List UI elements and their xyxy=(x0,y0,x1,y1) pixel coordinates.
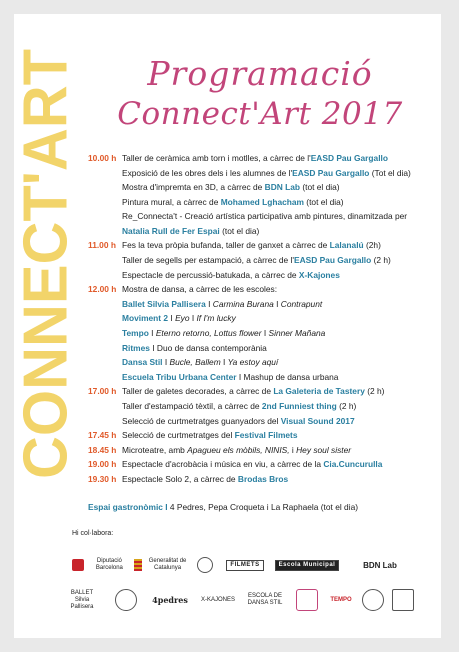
sponsor-logos xyxy=(64,554,434,646)
title-line-2: Connect'Art 2017 xyxy=(117,96,403,132)
schedule-text: Taller de segells per estampació, a càrrec de l' xyxy=(122,254,294,265)
schedule-description xyxy=(122,326,325,341)
collaborators-label: Hi col·labora: xyxy=(72,530,114,537)
schedule-time: 19.30 h xyxy=(88,473,117,484)
schedule-text: (2 h) xyxy=(336,400,357,411)
schedule-text: I xyxy=(273,298,281,309)
schedule-text: Sinner Mañana xyxy=(268,327,326,338)
schedule-time: 11.00 h xyxy=(88,240,116,251)
food-area-label: Espai gastronòmic I xyxy=(88,502,168,513)
schedule-text: (2 h) xyxy=(364,386,385,397)
circle-logo xyxy=(190,554,220,576)
schedule-text: Selecció de curtmetratges guanyadors del xyxy=(122,415,281,426)
schedule-time: 17.00 h xyxy=(88,386,117,397)
schedule-text: (tot el dia) xyxy=(303,196,344,207)
schedule-row xyxy=(88,355,433,370)
schedule-text: Taller de ceràmica amb torn i motlles, a càrrec de l' xyxy=(122,153,311,163)
schedule-row xyxy=(88,238,433,253)
schedule-row xyxy=(88,311,433,326)
logo-text: FILMETS xyxy=(226,560,263,571)
dancer-icon xyxy=(296,589,318,611)
escola-dansa-logo xyxy=(244,586,286,614)
schedule-time: 10.00 h xyxy=(88,153,117,163)
schedule-text: Eyo xyxy=(175,313,190,324)
schedule-row xyxy=(88,209,433,238)
schedule-text: Carmina Burana xyxy=(212,298,274,309)
schedule-row xyxy=(88,180,433,195)
performer-name: Escuela Tribu Urbana Center xyxy=(122,371,237,382)
schedule-text: If I'm lucky xyxy=(196,313,236,324)
food-area-text: 4 Pedres, Pepa Croqueta i La Raphaela (tot el dia) xyxy=(167,502,359,513)
logo-text: ESCOLA DE DANSA STIL xyxy=(247,593,283,606)
schedule-text: Mostra de dansa, a càrrec de les escoles: xyxy=(122,284,278,295)
schedule-time: 12.00 h xyxy=(88,284,117,295)
schedule-row xyxy=(88,341,433,356)
logo-text: Escola Municipal xyxy=(275,560,340,571)
schedule-description xyxy=(122,253,391,268)
schedule-text: Apagueu els mòbils, NINIS, xyxy=(187,444,290,455)
schedule-row xyxy=(88,253,433,268)
schedule-description xyxy=(122,166,411,181)
emblem-2-logo xyxy=(360,586,386,614)
bdnlab-logo xyxy=(350,554,410,576)
performer-name: Natalia Rull de Fer Espai xyxy=(122,225,220,236)
schedule-description xyxy=(122,297,322,312)
xkajones-logo xyxy=(198,586,238,614)
schedule-row xyxy=(88,166,433,181)
schedule-description xyxy=(122,195,344,210)
schedule-row xyxy=(88,282,433,297)
escola-municipal-logo xyxy=(274,554,340,576)
schedule-description xyxy=(122,384,384,399)
schedule-description xyxy=(122,370,338,385)
schedule-text: I xyxy=(162,357,170,368)
diputacio-logo xyxy=(72,554,132,576)
performer-name: Ballet Silvia Pallisera xyxy=(122,298,206,309)
schedule-description xyxy=(122,399,356,414)
schedule-row xyxy=(88,414,433,429)
schedule-time: 18.45 h xyxy=(88,444,117,455)
performer-name: Dansa Stil xyxy=(122,357,163,368)
logo-text: BALLET Silvia Pallisera xyxy=(70,589,94,610)
page-title xyxy=(90,54,430,134)
schedule-text: Ya estoy aquí xyxy=(227,357,279,368)
performer-name: EASD Pau Gargallo xyxy=(293,254,372,265)
schedule-description xyxy=(122,457,382,472)
schedule-row xyxy=(88,195,433,210)
schedule-description xyxy=(122,355,278,370)
schedule-text: Taller de galetes decorades, a càrrec de xyxy=(122,386,274,397)
logo-text: TEMPO xyxy=(330,596,352,603)
emblem-icon xyxy=(362,589,384,611)
title-line-1: Programació xyxy=(147,54,373,93)
performer-name: 2nd Funniest thing xyxy=(261,400,337,411)
schedule-description xyxy=(122,472,288,487)
schedule-text: (tot el dia) xyxy=(219,225,260,236)
schedule-description xyxy=(122,268,340,283)
schedule-text: I xyxy=(261,327,269,338)
performer-name: Visual Sound 2017 xyxy=(280,415,355,426)
schedule-description xyxy=(122,311,236,326)
emblem-1-logo xyxy=(112,586,140,614)
schedule-text: Re_Connecta't - Creació artística participativa amb pintures, dinamitzada per xyxy=(122,211,408,222)
performer-name: EASD Pau Gargallo xyxy=(310,153,388,163)
ballet-logo xyxy=(64,586,100,614)
schedule-text: Exposició de les obres dels i les alumnes de l' xyxy=(122,167,293,178)
schedule-text: Mostra d'impremta en 3D, a càrrec de xyxy=(122,182,265,193)
schedule-row xyxy=(88,151,433,166)
generalitat-logo xyxy=(134,554,190,576)
schedule-text: I xyxy=(168,313,176,324)
schedule-description xyxy=(122,341,267,356)
spacer xyxy=(88,486,433,500)
schedule-description xyxy=(122,151,388,166)
schedule-text: (2h) xyxy=(363,240,381,251)
schedule-text: I Duo de dansa contemporània xyxy=(149,342,267,353)
schedule-text: Taller d'estampació tèxtil, a càrrec de xyxy=(122,400,262,411)
schedule-text: (tot el dia) xyxy=(300,182,340,193)
performer-name: EASD Pau Gargallo xyxy=(292,167,370,178)
schedule-text: (2 h) xyxy=(371,254,391,265)
food-area-row xyxy=(88,500,433,515)
performer-name: Tempo xyxy=(122,327,149,338)
schedule-description xyxy=(122,238,381,253)
4pedres-logo xyxy=(150,586,190,614)
poster-sheet xyxy=(11,14,441,638)
dancer-logo xyxy=(294,586,320,614)
schedule-description xyxy=(122,209,427,238)
acrobat-logo xyxy=(392,586,414,614)
senyera-icon xyxy=(134,559,142,571)
acrobat-icon xyxy=(392,589,414,611)
schedule-row xyxy=(88,399,433,414)
schedule-text: Pintura mural, a càrrec de xyxy=(122,196,221,207)
schedule-row xyxy=(88,268,433,283)
filmets-logo xyxy=(224,554,266,576)
circle-icon xyxy=(197,557,213,573)
schedule-text: Hey soul sister xyxy=(296,444,352,455)
schedule-text: (Tot el dia) xyxy=(369,167,411,178)
logo-text: X-KAJONES xyxy=(200,596,235,603)
schedule-time: 19.00 h xyxy=(88,459,117,470)
schedule-description xyxy=(122,180,340,195)
schedule-text: Eterno retorno, Lottus flower xyxy=(155,327,262,338)
schedule-description xyxy=(122,282,277,297)
schedule-text: Espectacle d'acrobàcia i música en viu, a càrrec de la xyxy=(122,459,324,470)
performer-name: La Galeteria de Tastery xyxy=(273,386,365,397)
performer-name: X-Kajones xyxy=(298,269,340,280)
schedule-text: I Mashup de dansa urbana xyxy=(236,371,339,382)
schedule-text: I xyxy=(205,298,213,309)
schedule-description xyxy=(122,428,298,443)
schedule-text: Contrapunt xyxy=(280,298,323,309)
schedule-text: i xyxy=(289,444,297,455)
performer-name: Cia.Cuncurulla xyxy=(323,459,383,470)
performer-name: BDN Lab xyxy=(264,182,301,193)
logo-text: BDN Lab xyxy=(363,560,397,570)
performer-name: Mohamed Lghacham xyxy=(220,196,304,207)
program-schedule xyxy=(88,151,433,515)
emblem-icon xyxy=(115,589,137,611)
schedule-row xyxy=(88,326,433,341)
performer-name: Moviment 2 xyxy=(122,313,169,324)
schedule-row xyxy=(88,370,433,385)
schedule-text: I xyxy=(189,313,197,324)
schedule-description xyxy=(122,443,351,458)
schedule-description xyxy=(122,414,355,429)
logo-text: Generalitat de Catalunya xyxy=(148,558,187,571)
schedule-text: Bucle, Ballem xyxy=(169,357,221,368)
schedule-text: I xyxy=(220,357,228,368)
schedule-row xyxy=(88,457,433,472)
schedule-row xyxy=(88,443,433,458)
schedule-text: Fes la teva pròpia bufanda, taller de ganxet a càrrec de xyxy=(122,240,330,251)
schedule-text: Microteatre, amb xyxy=(122,444,188,455)
schedule-text: Selecció de curtmetratges del xyxy=(122,430,235,441)
schedule-row xyxy=(88,384,433,399)
performer-name: Lalanalú xyxy=(329,240,364,251)
connectart-vertical-logo xyxy=(11,30,81,484)
schedule-row xyxy=(88,428,433,443)
schedule-text: Espectacle de percussió-batukada, a càrrec de xyxy=(122,269,299,280)
schedule-row xyxy=(88,472,433,487)
side-logo-text: CONNECT'ART xyxy=(11,30,81,479)
schedule-text: I xyxy=(148,327,156,338)
diputacio-icon xyxy=(72,559,84,571)
logo-text: Diputació Barcelona xyxy=(95,558,123,571)
logo-text: 4pedres xyxy=(152,594,188,605)
performer-name: Brodas Bros xyxy=(237,473,289,484)
schedule-row xyxy=(88,297,433,312)
schedule-time: 17.45 h xyxy=(88,430,117,441)
performer-name: Ritmes xyxy=(122,342,150,353)
schedule-text: Espectacle Solo 2, a càrrec de xyxy=(122,473,238,484)
performer-name: Festival Filmets xyxy=(234,430,298,441)
connectart-vertical-svg xyxy=(11,30,81,484)
tempo-logo xyxy=(326,586,356,614)
